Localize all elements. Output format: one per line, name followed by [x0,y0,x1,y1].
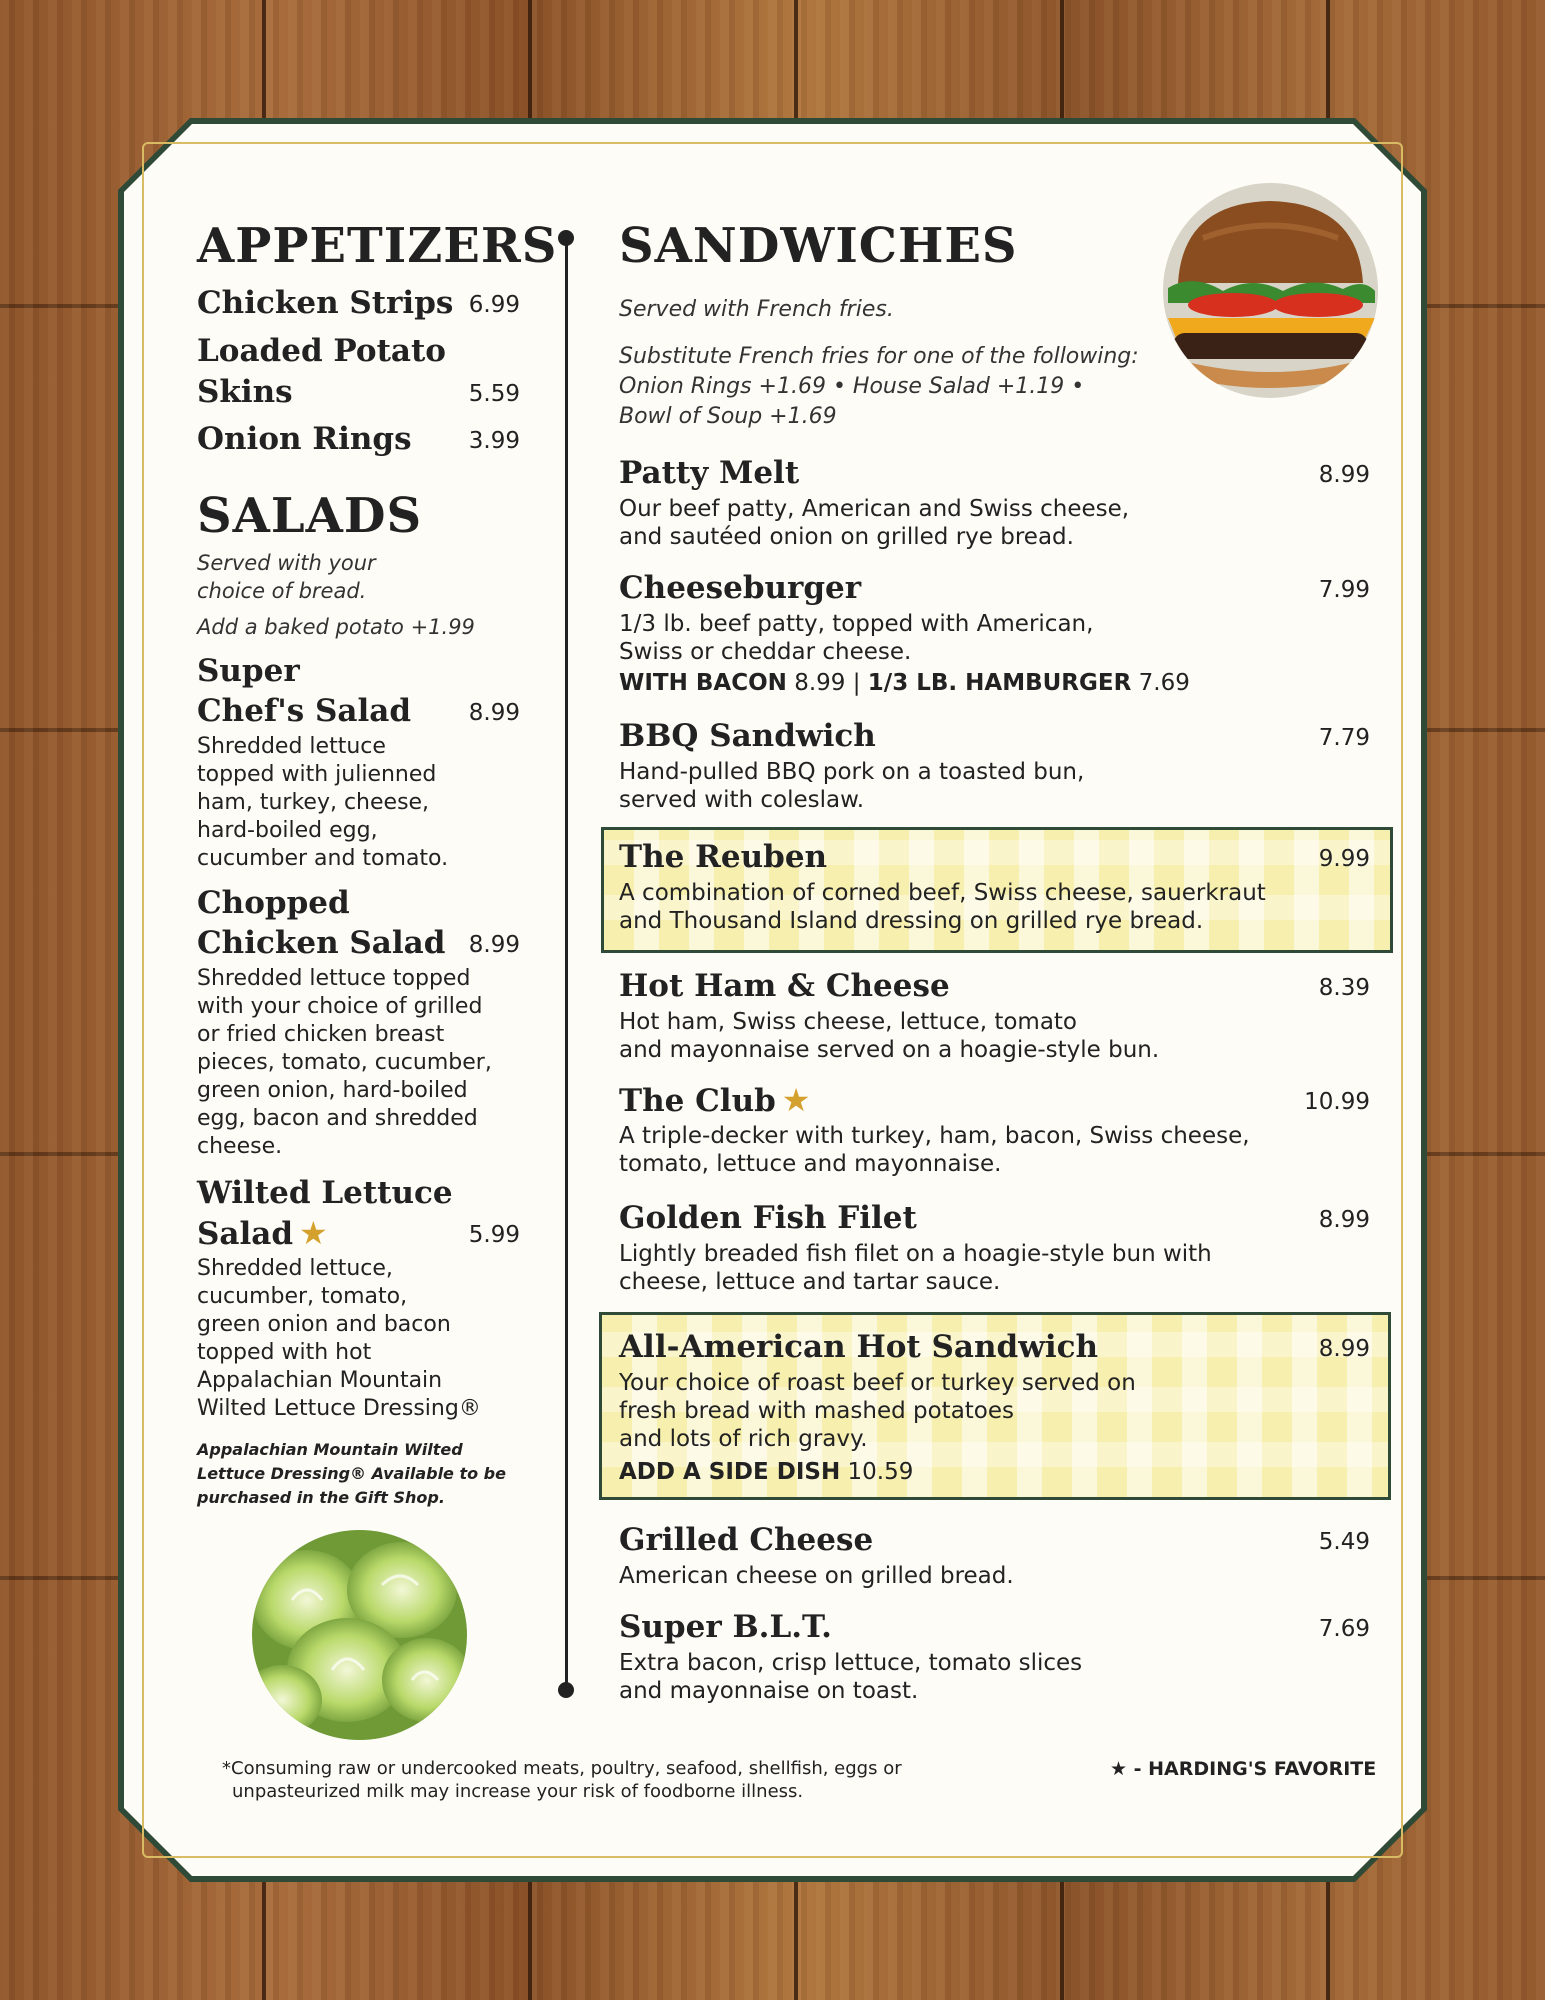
sandwich-name: The Reuben [619,839,828,875]
lettuce-photo [252,1530,467,1740]
salad-price: 8.99 [468,700,520,726]
sandwich-price: 7.69 [1318,1616,1370,1642]
sandwich-name: BBQ Sandwich [619,718,876,754]
sandwich-price: 8.39 [1318,975,1370,1001]
sandwiches-note: Served with French fries. [619,297,894,322]
food-safety-disclaimer: *Consuming raw or undercooked meats, poultry, seafood, shellfish, eggs or unpasteurized milk may increase your risk of foodborne illness. [222,1758,902,1802]
appetizer-name: Chicken Strips [197,285,454,321]
sandwich-description: Lightly breaded fish filet on a hoagie-style bun with cheese, lettuce and tartar sauce. [619,1241,1212,1295]
sandwiches-heading: SANDWICHES [619,218,1018,274]
sandwich-description: Hand-pulled BBQ pork on a toasted bun, served with coleslaw. [619,759,1085,813]
sandwich-price: 10.99 [1304,1089,1370,1115]
appetizer-name: Loaded Potato [197,333,446,369]
sandwich-price: 8.99 [1318,1207,1370,1233]
sandwich-name: The Club ★ [619,1081,811,1119]
gift-shop-note: Appalachian Mountain Wilted Lettuce Dressing® Available to be purchased in the Gift Shop. [197,1440,506,1507]
salad-description: Shredded lettuce, cucumber, tomato, green onion and bacon topped with hot Appalachian Mountain Wilted Lettuce Dressing® [197,1256,481,1421]
salad-description: Shredded lettuce topped with your choice of grilled or fried chicken breast pieces, tomato, cucumber, green onion, hard-boiled egg, bacon and shredded cheese. [197,966,492,1159]
sandwich-price: 9.99 [1318,846,1370,872]
substitute-note: Substitute French fries for one of the following: Onion Rings +1.69 • House Salad +1.19 • Bowl of Soup +1.69 [619,344,1139,429]
sandwich-description: Extra bacon, crisp lettuce, tomato slices and mayonnaise on toast. [619,1650,1083,1704]
sandwich-price: 7.99 [1318,577,1370,603]
sandwich-name: Cheeseburger [619,570,862,606]
sandwich-option: WITH BACON 8.99 | 1/3 LB. HAMBURGER 7.69 [619,670,1190,696]
sandwich-price: 7.79 [1318,725,1370,751]
sandwich-name: Super B.L.T. [619,1609,832,1645]
sandwich-description: Your choice of roast beef or turkey served on fresh bread with mashed potatoes and lots of rich gravy. [619,1370,1136,1452]
appetizer-price: 6.99 [468,292,520,318]
sandwich-description: A combination of corned beef, Swiss cheese, sauerkraut and Thousand Island dressing on grilled rye bread. [619,880,1266,934]
appetizer-name: Onion Rings [197,421,412,457]
favorite-star-icon: ★ [781,1081,811,1119]
sandwich-description: Our beef patty, American and Swiss cheese, and sautéed onion on grilled rye bread. [619,496,1130,550]
appetizer-price: 3.99 [468,428,520,454]
divider-dot [558,230,574,246]
salads-note: Served with your [197,551,376,575]
sandwich-price: 8.99 [1318,462,1370,488]
appetizer-name: Skins [197,374,293,410]
favorite-star-icon: ★ [299,1214,328,1252]
salad-description: Shredded lettuce topped with julienned ham, turkey, cheese, hard-boiled egg, cucumber and tomato. [197,734,449,871]
sandwich-name: Hot Ham & Cheese [619,968,950,1004]
burger-photo [1163,183,1378,398]
salad-name: Chicken Salad [197,925,446,961]
sandwich-price: 8.99 [1318,1336,1370,1362]
sandwich-price: 5.49 [1318,1529,1370,1555]
salad-name: Super [197,653,300,689]
sandwich-name: All-American Hot Sandwich [619,1329,1099,1365]
sandwich-option: ADD A SIDE DISH 10.59 [619,1459,914,1485]
sandwich-description: 1/3 lb. beef patty, topped with American, Swiss or cheddar cheese. [619,611,1094,665]
salads-note: choice of bread. [197,579,367,603]
divider-dot [558,1682,574,1698]
salad-name: Chef's Salad [197,693,412,729]
appetizer-price: 5.59 [468,381,520,407]
sandwich-description: Hot ham, Swiss cheese, lettuce, tomato and mayonnaise served on a hoagie-style bun. [619,1009,1160,1063]
sandwich-name: Patty Melt [619,455,800,491]
salad-name: Chopped [197,885,350,921]
appetizers-heading: APPETIZERS [197,218,558,274]
salads-heading: SALADS [197,488,423,544]
favorite-legend: ★ - HARDING'S FAVORITE [1110,1758,1377,1780]
sandwich-description: American cheese on grilled bread. [619,1563,1014,1589]
salad-price: 5.99 [468,1222,520,1248]
sandwich-name: Golden Fish Filet [619,1200,917,1236]
salad-price: 8.99 [468,932,520,958]
sandwich-description: A triple-decker with turkey, ham, bacon, Swiss cheese, tomato, lettuce and mayonnaise. [619,1123,1250,1177]
salads-addon-note: Add a baked potato +1.99 [197,615,475,639]
sandwich-name: Grilled Cheese [619,1522,874,1558]
salad-name: Wilted Lettuce [197,1175,453,1211]
salad-name: Salad ★ [197,1214,328,1252]
column-divider [565,240,568,1690]
